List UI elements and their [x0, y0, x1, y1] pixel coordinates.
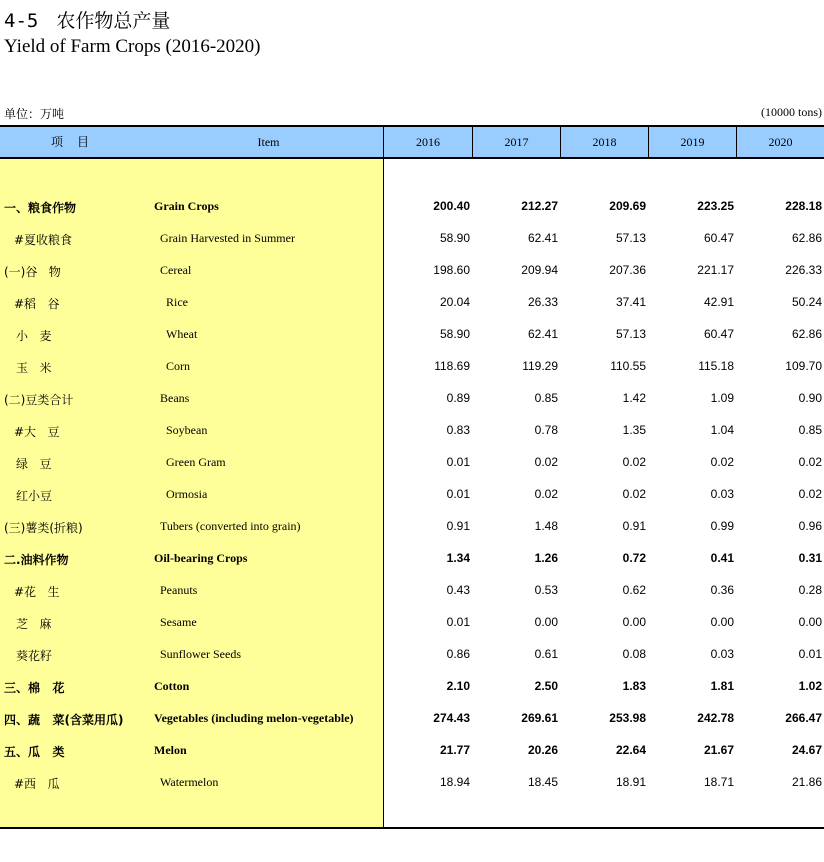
- table-row: [0, 190, 824, 222]
- value-cell-2020: 0.31: [798, 551, 822, 565]
- value-cell-2017: 0.85: [534, 391, 558, 405]
- row-label-cn: 四、蔬 菜(含菜用瓜): [4, 713, 124, 727]
- row-label-en: Corn: [166, 359, 190, 373]
- value-cell-2016: 20.04: [439, 295, 470, 309]
- row-label-en: Tubers (converted into grain): [160, 519, 301, 533]
- table-row: [0, 222, 824, 254]
- table-body: [0, 190, 824, 798]
- row-label-en: Cotton: [154, 679, 190, 693]
- value-cell-2016: 118.69: [434, 359, 470, 373]
- value-cell-2017: 209.94: [521, 263, 558, 277]
- value-cell-2020: 0.01: [798, 647, 822, 661]
- value-cell-2019: 221.17: [697, 263, 734, 277]
- table-title-en: Yield of Farm Crops (2016-2020): [4, 36, 261, 57]
- value-cell-2020: 0.28: [798, 583, 822, 597]
- table-row: [0, 382, 824, 414]
- row-label-cn: #大 豆: [14, 425, 60, 439]
- table-row: [0, 446, 824, 478]
- value-cell-2019: 0.03: [710, 647, 734, 661]
- table-title-cn-text: 农作物总产量: [56, 10, 171, 32]
- header-year-2017: 2017: [472, 127, 560, 157]
- value-cell-2017: 212.27: [521, 199, 558, 213]
- row-label-en: Beans: [160, 391, 190, 405]
- row-label-en: Melon: [154, 743, 187, 757]
- row-label-en: Peanuts: [160, 583, 198, 597]
- row-label-en: Vegetables (including melon-vegetable): [154, 711, 354, 725]
- value-cell-2017: 26.33: [527, 295, 558, 309]
- value-cell-2018: 209.69: [609, 199, 646, 213]
- row-label-en: Oil-bearing Crops: [154, 551, 248, 565]
- table-row: [0, 318, 824, 350]
- row-label-cn: 五、瓜 类: [4, 745, 65, 759]
- value-cell-2020: 0.85: [798, 423, 822, 437]
- value-cell-2016: 58.90: [439, 231, 470, 245]
- unit-label-en: (10000 tons): [761, 105, 822, 119]
- value-cell-2019: 18.71: [703, 775, 734, 789]
- row-label-cn: #夏收粮食: [14, 233, 73, 247]
- value-cell-2018: 37.41: [615, 295, 646, 309]
- value-cell-2018: 22.64: [615, 743, 646, 757]
- value-cell-2018: 18.91: [615, 775, 646, 789]
- header-year-2018: 2018: [560, 127, 648, 157]
- row-label-en: Sesame: [160, 615, 197, 629]
- value-cell-2018: 110.55: [610, 359, 646, 373]
- value-cell-2017: 0.78: [534, 423, 558, 437]
- value-cell-2019: 0.99: [710, 519, 734, 533]
- header-item-en: Item: [257, 135, 280, 149]
- value-cell-2020: 226.33: [785, 263, 822, 277]
- value-cell-2019: 42.91: [703, 295, 734, 309]
- row-label-cn: (一)谷 物: [4, 265, 61, 279]
- value-cell-2020: 0.90: [798, 391, 822, 405]
- value-cell-2017: 62.41: [527, 231, 558, 245]
- value-cell-2018: 0.00: [622, 615, 646, 629]
- value-cell-2020: 62.86: [791, 231, 822, 245]
- value-cell-2020: 21.86: [791, 775, 822, 789]
- value-cell-2020: 0.00: [798, 615, 822, 629]
- table-row: [0, 574, 824, 606]
- value-cell-2016: 58.90: [439, 327, 470, 341]
- table-row: [0, 286, 824, 318]
- row-label-en: Ormosia: [166, 487, 208, 501]
- value-cell-2017: 1.26: [534, 551, 558, 565]
- row-label-en: Watermelon: [160, 775, 219, 789]
- table-row: [0, 542, 824, 574]
- table-row: [0, 350, 824, 382]
- value-cell-2019: 0.36: [710, 583, 734, 597]
- value-cell-2016: 18.94: [439, 775, 470, 789]
- value-cell-2017: 20.26: [527, 743, 558, 757]
- value-cell-2020: 1.02: [798, 679, 822, 693]
- value-cell-2018: 1.83: [622, 679, 646, 693]
- value-cell-2018: 0.62: [622, 583, 646, 597]
- value-cell-2019: 223.25: [697, 199, 734, 213]
- value-cell-2017: 0.53: [534, 583, 558, 597]
- value-cell-2020: 24.67: [791, 743, 822, 757]
- row-label-cn: 葵花籽: [16, 649, 53, 663]
- table-row: [0, 478, 824, 510]
- value-cell-2017: 0.61: [534, 647, 558, 661]
- value-cell-2020: 0.96: [798, 519, 822, 533]
- value-cell-2016: 0.01: [446, 487, 470, 501]
- row-label-en: Green Gram: [166, 455, 226, 469]
- value-cell-2016: 0.86: [446, 647, 470, 661]
- value-cell-2020: 0.02: [798, 455, 822, 469]
- table-row: [0, 766, 824, 798]
- value-cell-2019: 242.78: [697, 711, 734, 725]
- row-label-cn: 芝 麻: [16, 617, 52, 631]
- value-cell-2019: 60.47: [703, 327, 734, 341]
- value-cell-2017: 269.61: [521, 711, 558, 725]
- value-cell-2018: 207.36: [609, 263, 646, 277]
- row-label-en: Sunflower Seeds: [160, 647, 241, 661]
- value-cell-2017: 0.00: [534, 615, 558, 629]
- row-label-cn: 玉 米: [16, 361, 52, 375]
- value-cell-2016: 21.77: [439, 743, 470, 757]
- value-cell-2018: 1.35: [622, 423, 646, 437]
- row-label-en: Grain Crops: [154, 199, 219, 213]
- value-cell-2018: 57.13: [615, 231, 646, 245]
- row-label-cn: 小 麦: [16, 329, 52, 343]
- table-row: [0, 702, 824, 734]
- row-label-cn: (三)薯类(折粮): [4, 521, 83, 535]
- value-cell-2018: 0.08: [622, 647, 646, 661]
- row-label-en: Cereal: [160, 263, 192, 277]
- unit-label-cn: 单位：万吨: [4, 107, 65, 121]
- row-label-en: Wheat: [166, 327, 198, 341]
- value-cell-2018: 0.72: [622, 551, 646, 565]
- row-label-cn: 绿 豆: [16, 457, 52, 471]
- value-cell-2020: 228.18: [785, 199, 822, 213]
- table-number: 4-5: [4, 10, 39, 32]
- header-year-2016: 2016: [383, 127, 472, 157]
- value-cell-2019: 0.02: [710, 455, 734, 469]
- value-cell-2018: 0.02: [622, 455, 646, 469]
- value-cell-2016: 198.60: [433, 263, 470, 277]
- value-cell-2017: 1.48: [534, 519, 558, 533]
- table-row: [0, 734, 824, 766]
- value-cell-2019: 0.00: [710, 615, 734, 629]
- value-cell-2020: 0.02: [798, 487, 822, 501]
- value-cell-2019: 115.18: [698, 359, 734, 373]
- header-year-2019: 2019: [648, 127, 736, 157]
- row-label-cn: 一、粮食作物: [4, 201, 77, 215]
- header-year-2020: 2020: [736, 127, 824, 157]
- value-cell-2016: 0.01: [446, 615, 470, 629]
- row-label-cn: #西 瓜: [14, 777, 60, 791]
- value-cell-2017: 0.02: [534, 487, 558, 501]
- table-row: [0, 414, 824, 446]
- value-cell-2019: 1.04: [710, 423, 734, 437]
- row-label-cn: #稻 谷: [14, 297, 60, 311]
- table-header-row: [0, 127, 824, 157]
- value-cell-2018: 57.13: [615, 327, 646, 341]
- value-cell-2016: 1.34: [446, 551, 470, 565]
- value-cell-2020: 62.86: [791, 327, 822, 341]
- table-row: [0, 254, 824, 286]
- table-bottom-rule: [0, 827, 824, 829]
- table-row: [0, 670, 824, 702]
- table-row: [0, 510, 824, 542]
- value-cell-2017: 2.50: [534, 679, 558, 693]
- value-cell-2017: 18.45: [527, 775, 558, 789]
- row-label-cn: #花 生: [14, 585, 60, 599]
- row-label-cn: 三、棉 花: [4, 681, 65, 695]
- table-row: [0, 606, 824, 638]
- header-item-cn: 项目: [50, 135, 103, 149]
- value-cell-2017: 119.29: [522, 359, 558, 373]
- value-cell-2017: 62.41: [527, 327, 558, 341]
- value-cell-2017: 0.02: [534, 455, 558, 469]
- value-cell-2016: 0.43: [446, 583, 470, 597]
- value-cell-2018: 0.02: [622, 487, 646, 501]
- row-label-cn: 红小豆: [16, 489, 53, 503]
- table-header-rule: [0, 157, 824, 159]
- row-label-en: Soybean: [166, 423, 208, 437]
- row-label-en: Grain Harvested in Summer: [160, 231, 295, 245]
- value-cell-2016: 0.89: [446, 391, 470, 405]
- value-cell-2016: 0.83: [446, 423, 470, 437]
- value-cell-2016: 0.91: [446, 519, 470, 533]
- row-label-cn: 二.油料作物: [4, 553, 69, 567]
- row-label-cn: (二)豆类合计: [4, 393, 74, 407]
- value-cell-2019: 1.81: [710, 679, 734, 693]
- value-cell-2016: 2.10: [446, 679, 470, 693]
- value-cell-2018: 1.42: [622, 391, 646, 405]
- value-cell-2020: 50.24: [791, 295, 822, 309]
- value-cell-2018: 253.98: [609, 711, 646, 725]
- value-cell-2020: 109.70: [785, 359, 822, 373]
- table-row: [0, 638, 824, 670]
- value-cell-2016: 200.40: [433, 199, 470, 213]
- value-cell-2019: 0.03: [710, 487, 734, 501]
- value-cell-2019: 60.47: [703, 231, 734, 245]
- value-cell-2018: 0.91: [622, 519, 646, 533]
- row-label-en: Rice: [166, 295, 188, 309]
- value-cell-2019: 21.67: [703, 743, 734, 757]
- value-cell-2019: 0.41: [710, 551, 734, 565]
- table-title-cn: [4, 6, 170, 33]
- value-cell-2019: 1.09: [710, 391, 734, 405]
- value-cell-2020: 266.47: [785, 711, 822, 725]
- value-cell-2016: 0.01: [446, 455, 470, 469]
- value-cell-2016: 274.43: [433, 711, 470, 725]
